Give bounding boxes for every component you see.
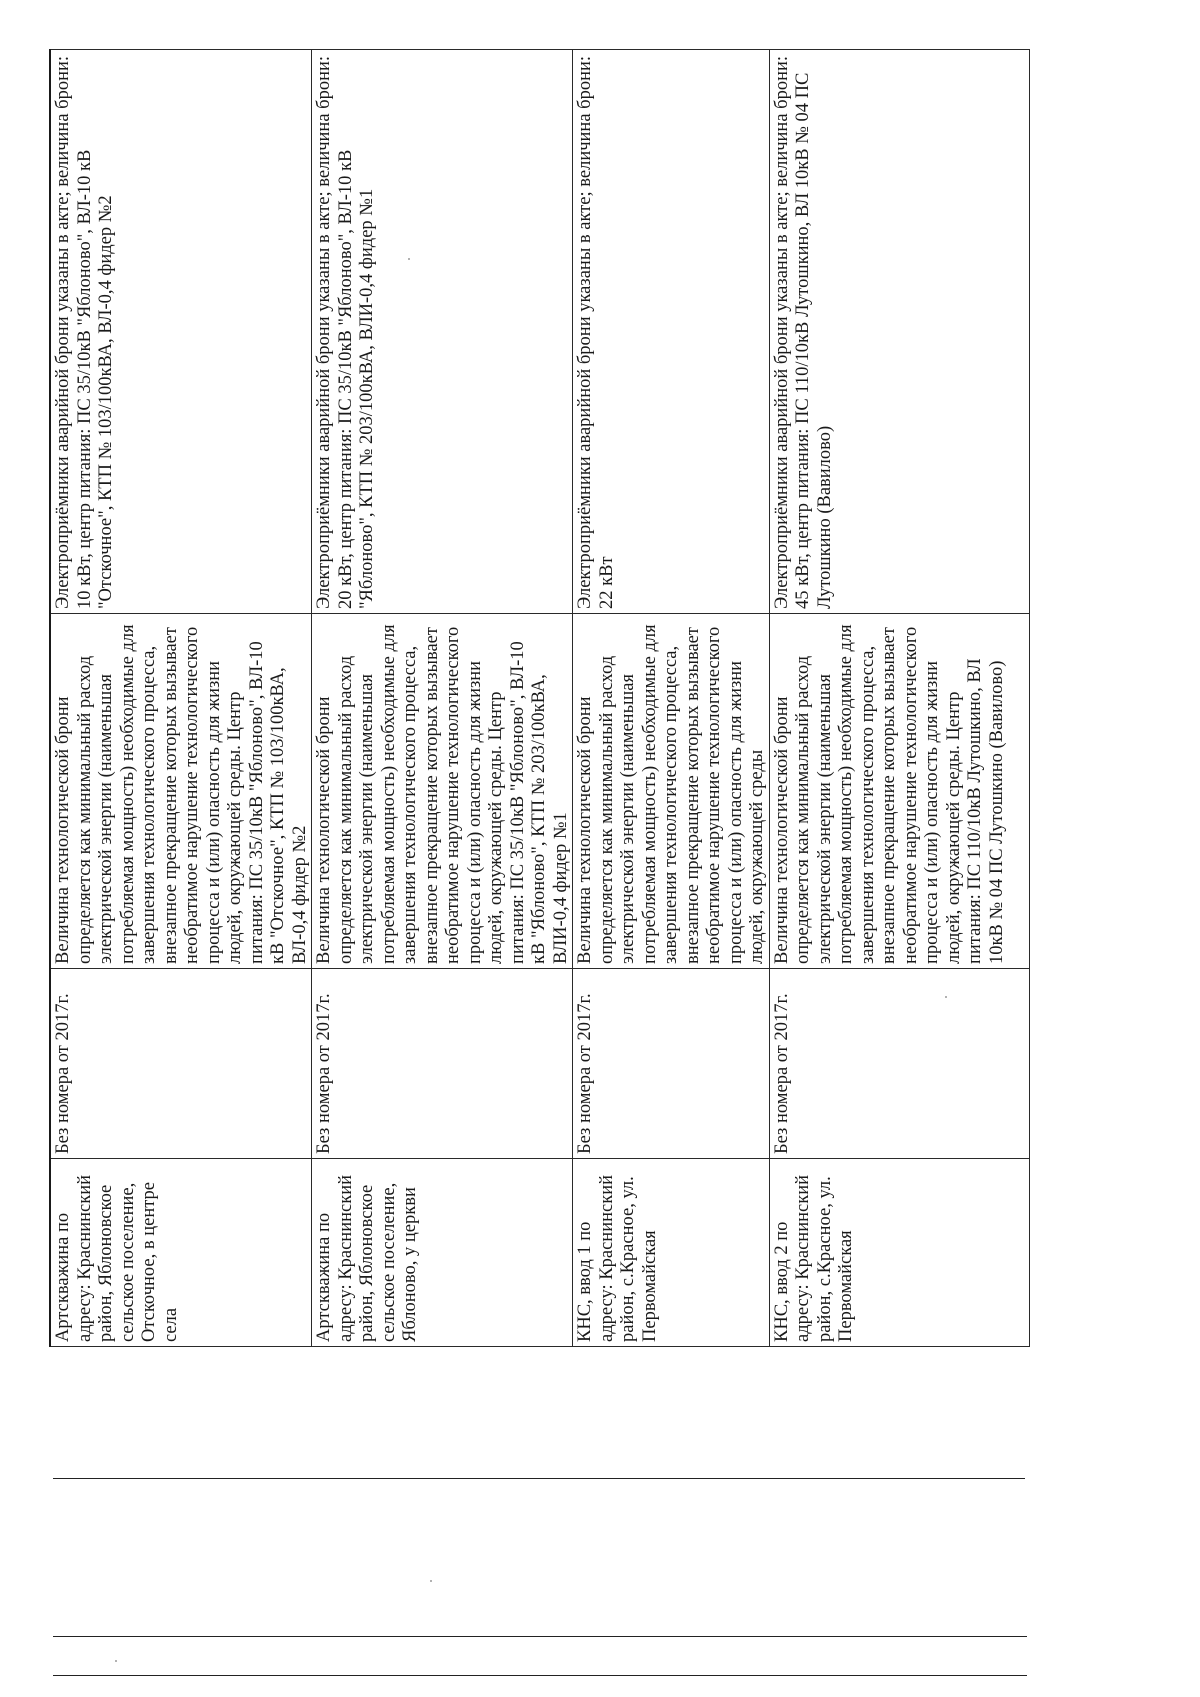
horizontal-rule [53,1478,1025,1479]
act-number-cell: Без номера от 2017г. [573,969,770,1159]
emergency-armor-cell: Электроприёмники аварийной брони указаны в акте; величина брони: 10 кВт, центр питания: ПС 35/10кВ "Яблоново", ВЛ-10 кВ "Отскочное", КТП № 103/100кВА, ВЛ-0,4 фидер №2 [50,50,312,614]
act-number-cell: Без номера от 2017г. [50,969,312,1159]
emergency-armor-cell: Электроприёмники аварийной брони указаны в акте; величина брони: 22 кВт [573,50,770,614]
horizontal-rule [53,1675,1027,1676]
horizontal-rule [53,1636,1027,1637]
technological-armor-cell: Величина технологической брони определяется как минимальный расход электрической энергии (наименьшая потребляемая мощность) необходимые для завершения технологического процесса, внезапное прекращение которых вызывает необратимое нарушение технологического процесса и (или) опасность для жизни людей, окружающей среды [573,614,770,969]
table-row [573,50,770,1347]
object-address-cell: Артскважина по адресу: Краснинский район, Яблоновское сельское поселение, Яблоново, у церкви [312,1159,573,1347]
energy-armor-table [49,49,1030,1347]
technological-armor-cell: Величина технологической брони определяется как минимальный расход электрической энергии (наименьшая потребляемая мощность) необходимые для завершения технологического процесса, внезапное прекращение которых вызывает необратимое нарушение технологического процесса и (или) опасность для жизни людей, окружающей среды. Центр питания: ПС 110/10кВ Лутошкино, ВЛ 10кВ № 04 ПС Лутошкино (Вавилово) [769,614,1029,969]
scan-speck [945,996,947,998]
object-address-cell: КНС, ввод 1 по адресу: Краснинский район, с.Красное, ул. Первомайская [573,1159,770,1347]
technological-armor-cell: Величина технологической брони определяется как минимальный расход электрической энергии (наименьшая потребляемая мощность) необходимые для завершения технологического процесса, внезапное прекращение которых вызывает необратимое нарушение технологического процесса и (или) опасность для жизни людей, окружающей среды. Центр питания: ПС 35/10кВ "Яблоново", ВЛ-10 кВ "Яблоново", КТП № 203/100кВА, ВЛИ-0,4 фидер №1 [312,614,573,969]
act-number-cell: Без номера от 2017г. [769,969,1029,1159]
table-row [312,50,573,1347]
rotated-document-table [49,50,1007,1347]
scan-speck [430,1580,432,1582]
object-address-cell: Артскважина по адресу: Краснинский район, Яблоновское сельское поселение, Отскочное, в центре села [50,1159,312,1347]
scan-speck [408,258,410,260]
table-row [50,50,312,1347]
table-row [769,50,1029,1347]
object-address-cell: КНС, ввод 2 по адресу: Краснинский район, с.Красное, ул. Первомайская [769,1159,1029,1347]
scan-speck [115,1660,117,1662]
technological-armor-cell: Величина технологической брони определяется как минимальный расход электрической энергии (наименьшая потребляемая мощность) необходимые для завершения технологического процесса, внезапное прекращение которых вызывает необратимое нарушение технологического процесса и (или) опасность для жизни людей, окружающей среды. Центр питания: ПС 35/10кВ "Яблоново", ВЛ-10 кВ "Отскочное", КТП № 103/100кВА, ВЛ-0,4 фидер №2 [50,614,312,969]
act-number-cell: Без номера от 2017г. [312,969,573,1159]
emergency-armor-cell: Электроприёмники аварийной брони указаны в акте; величина брони: 20 кВт, центр питания: ПС 35/10кВ "Яблоново", ВЛ-10 кВ "Яблоново", КТП № 203/100кВА, ВЛИ-0,4 фидер №1 [312,50,573,614]
emergency-armor-cell: Электроприёмники аварийной брони указаны в акте; величина брони: 45 кВт, центр питания: ПС 110/10кВ Лутошкино, ВЛ 10кВ № 04 ПС Лутошкино (Вавилово) [769,50,1029,614]
